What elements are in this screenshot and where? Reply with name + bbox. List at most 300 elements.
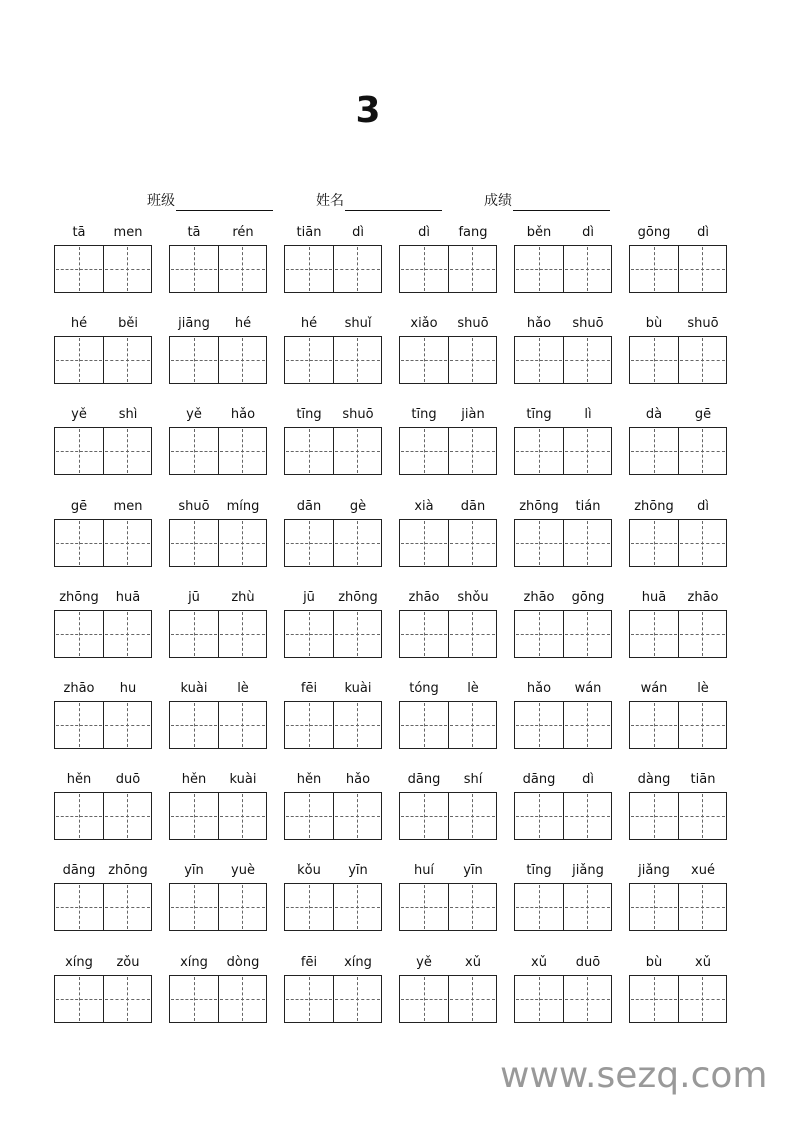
writing-box[interactable] — [170, 793, 218, 839]
vertical-guide-line — [79, 247, 80, 291]
pinyin-syllable: kǒu — [297, 863, 321, 879]
vertical-guide-line — [79, 612, 80, 656]
pinyin-syllable: shí — [463, 772, 483, 788]
pinyin-syllable: xíng — [344, 954, 372, 970]
pinyin-syllable: gē — [70, 498, 88, 514]
pinyin-syllable: yīn — [348, 863, 368, 879]
class-blank-line[interactable] — [176, 194, 273, 211]
vertical-guide-line — [194, 703, 195, 747]
writing-box[interactable] — [400, 702, 448, 748]
writing-box[interactable] — [630, 337, 678, 383]
writing-box[interactable] — [448, 793, 496, 839]
writing-box[interactable] — [285, 702, 333, 748]
writing-box[interactable] — [285, 611, 333, 657]
writing-box[interactable] — [55, 793, 103, 839]
writing-box[interactable] — [563, 702, 611, 748]
word-cell — [284, 588, 399, 679]
pinyin-syllable: fēi — [300, 954, 318, 970]
writing-box[interactable] — [515, 520, 563, 566]
pinyin-syllable: dì — [697, 225, 709, 240]
vertical-guide-line — [242, 977, 243, 1021]
writing-box[interactable] — [448, 884, 496, 930]
writing-box[interactable] — [103, 520, 151, 566]
writing-box[interactable] — [448, 246, 496, 292]
word-row — [54, 953, 744, 1044]
vertical-guide-line — [127, 977, 128, 1021]
word-cell — [169, 314, 284, 405]
writing-box[interactable] — [55, 611, 103, 657]
tianzige-pair — [629, 610, 727, 658]
pinyin-syllable: běi — [118, 316, 138, 332]
word-cell — [284, 314, 399, 405]
vertical-guide-line — [242, 338, 243, 382]
tianzige-pair — [54, 792, 152, 840]
tianzige-pair — [54, 245, 152, 293]
vertical-guide-line — [472, 703, 473, 747]
pinyin-syllable: wán — [574, 680, 602, 696]
pinyin-syllable: hu — [119, 680, 137, 696]
vertical-guide-line — [702, 977, 703, 1021]
word-cell — [514, 223, 629, 314]
writing-box[interactable] — [333, 337, 381, 383]
pinyin-syllable: hǎo — [345, 772, 371, 788]
vertical-guide-line — [79, 703, 80, 747]
vertical-guide-line — [194, 612, 195, 656]
word-row — [54, 588, 744, 679]
vertical-guide-line — [472, 885, 473, 929]
tianzige-pair — [629, 975, 727, 1023]
word-cell — [514, 405, 629, 496]
word-cell — [399, 770, 514, 861]
writing-box[interactable] — [218, 428, 266, 474]
writing-box[interactable] — [170, 611, 218, 657]
writing-box[interactable] — [333, 611, 381, 657]
tianzige-pair — [629, 883, 727, 931]
word-cell — [169, 223, 284, 314]
word-cell — [284, 497, 399, 588]
writing-box[interactable] — [103, 611, 151, 657]
writing-box[interactable] — [170, 976, 218, 1022]
pinyin-syllable: shuō — [572, 316, 604, 332]
writing-box[interactable] — [400, 976, 448, 1022]
writing-box[interactable] — [630, 793, 678, 839]
pinyin-syllable: gōng — [637, 225, 671, 240]
vertical-guide-line — [242, 429, 243, 473]
vertical-guide-line — [194, 794, 195, 838]
pinyin-syllable: dì — [352, 225, 364, 240]
vertical-guide-line — [587, 429, 588, 473]
writing-box[interactable] — [630, 976, 678, 1022]
writing-box[interactable] — [55, 246, 103, 292]
word-cell — [54, 314, 169, 405]
writing-box[interactable] — [563, 611, 611, 657]
writing-box[interactable] — [678, 793, 726, 839]
vertical-guide-line — [654, 794, 655, 838]
score-blank-line[interactable] — [513, 194, 610, 211]
writing-box[interactable] — [218, 337, 266, 383]
vertical-guide-line — [357, 794, 358, 838]
writing-box[interactable] — [630, 428, 678, 474]
writing-box[interactable] — [55, 884, 103, 930]
word-cell — [629, 588, 744, 679]
pinyin-syllable: zhāo — [63, 680, 95, 696]
writing-box[interactable] — [55, 702, 103, 748]
vertical-guide-line — [587, 885, 588, 929]
writing-box[interactable] — [55, 976, 103, 1022]
writing-box[interactable] — [103, 337, 151, 383]
tianzige-pair — [284, 519, 382, 567]
vertical-guide-line — [242, 521, 243, 565]
vertical-guide-line — [654, 885, 655, 929]
pinyin-syllable: hé — [300, 316, 318, 332]
vertical-guide-line — [539, 429, 540, 473]
writing-box[interactable] — [563, 793, 611, 839]
vertical-guide-line — [702, 703, 703, 747]
vertical-guide-line — [309, 338, 310, 382]
tianzige-pair — [169, 427, 267, 475]
writing-box[interactable] — [448, 976, 496, 1022]
writing-box[interactable] — [563, 246, 611, 292]
pinyin-syllable: xǔ — [531, 954, 547, 970]
writing-box[interactable] — [515, 337, 563, 383]
pinyin-syllable: hé — [234, 316, 252, 332]
vertical-guide-line — [539, 247, 540, 291]
pinyin-syllable: hěn — [181, 772, 207, 788]
tianzige-pair — [629, 792, 727, 840]
tianzige-pair — [54, 701, 152, 749]
writing-box[interactable] — [563, 976, 611, 1022]
tianzige-pair — [399, 245, 497, 293]
vertical-guide-line — [587, 338, 588, 382]
writing-box[interactable] — [218, 976, 266, 1022]
word-cell — [399, 953, 514, 1044]
tianzige-pair — [284, 610, 382, 658]
writing-box[interactable] — [630, 611, 678, 657]
writing-box[interactable] — [55, 428, 103, 474]
vertical-guide-line — [587, 521, 588, 565]
pinyin-syllable: men — [113, 498, 143, 514]
writing-box[interactable] — [285, 884, 333, 930]
writing-box[interactable] — [678, 702, 726, 748]
writing-box[interactable] — [678, 337, 726, 383]
pinyin-syllable: hǎo — [526, 680, 552, 696]
vertical-guide-line — [654, 977, 655, 1021]
vertical-guide-line — [539, 612, 540, 656]
pinyin-syllable: dāng — [62, 863, 96, 879]
writing-box[interactable] — [515, 884, 563, 930]
writing-box[interactable] — [448, 702, 496, 748]
word-cell — [54, 405, 169, 496]
writing-box[interactable] — [285, 793, 333, 839]
score-field — [484, 191, 610, 211]
vertical-guide-line — [242, 794, 243, 838]
vertical-guide-line — [472, 521, 473, 565]
tianzige-pair — [514, 245, 612, 293]
vertical-guide-line — [702, 794, 703, 838]
writing-box[interactable] — [218, 520, 266, 566]
pinyin-syllable: tīng — [526, 407, 552, 423]
pinyin-syllable: yě — [186, 407, 202, 423]
writing-box[interactable] — [515, 246, 563, 292]
vertical-guide-line — [309, 703, 310, 747]
vertical-guide-line — [127, 247, 128, 291]
writing-box[interactable] — [630, 246, 678, 292]
vertical-guide-line — [587, 703, 588, 747]
writing-box[interactable] — [678, 246, 726, 292]
writing-box[interactable] — [563, 337, 611, 383]
writing-box[interactable] — [678, 976, 726, 1022]
vertical-guide-line — [424, 703, 425, 747]
vertical-guide-line — [424, 612, 425, 656]
vertical-guide-line — [702, 338, 703, 382]
writing-box[interactable] — [678, 884, 726, 930]
tianzige-pair — [284, 336, 382, 384]
word-cell — [169, 497, 284, 588]
vertical-guide-line — [539, 703, 540, 747]
tianzige-pair — [514, 610, 612, 658]
word-cell — [514, 497, 629, 588]
writing-box[interactable] — [630, 702, 678, 748]
pinyin-syllable: xiǎo — [410, 316, 438, 332]
pinyin-syllable: shuō — [178, 498, 210, 514]
writing-box[interactable] — [285, 428, 333, 474]
vertical-guide-line — [424, 247, 425, 291]
tianzige-pair — [169, 975, 267, 1023]
pinyin-syllable: tián — [575, 498, 601, 514]
writing-box[interactable] — [333, 428, 381, 474]
writing-box[interactable] — [170, 246, 218, 292]
writing-box[interactable] — [448, 337, 496, 383]
writing-box[interactable] — [630, 884, 678, 930]
pinyin-syllable: hé — [70, 316, 88, 332]
vertical-guide-line — [194, 247, 195, 291]
vertical-guide-line — [79, 977, 80, 1021]
vertical-guide-line — [357, 338, 358, 382]
tianzige-pair — [399, 883, 497, 931]
page-number: 3 — [355, 90, 381, 131]
writing-box[interactable] — [170, 428, 218, 474]
word-cell — [514, 953, 629, 1044]
vertical-guide-line — [127, 703, 128, 747]
vertical-guide-line — [472, 429, 473, 473]
writing-box[interactable] — [218, 611, 266, 657]
writing-box[interactable] — [448, 520, 496, 566]
pinyin-syllable: duō — [115, 772, 141, 788]
vertical-guide-line — [127, 521, 128, 565]
word-cell — [284, 770, 399, 861]
writing-box[interactable] — [400, 884, 448, 930]
writing-box[interactable] — [400, 520, 448, 566]
tianzige-pair — [514, 519, 612, 567]
pinyin-syllable: wán — [640, 680, 668, 696]
pinyin-syllable: zhōng — [338, 589, 378, 605]
writing-box[interactable] — [285, 976, 333, 1022]
writing-box[interactable] — [630, 520, 678, 566]
word-cell — [284, 405, 399, 496]
word-cell — [54, 953, 169, 1044]
vertical-guide-line — [127, 429, 128, 473]
writing-box[interactable] — [515, 702, 563, 748]
vertical-guide-line — [127, 612, 128, 656]
pinyin-syllable: yě — [416, 954, 432, 970]
pinyin-syllable: zhù — [231, 589, 255, 605]
writing-box[interactable] — [103, 246, 151, 292]
writing-box[interactable] — [103, 793, 151, 839]
pinyin-syllable: yuè — [231, 863, 255, 879]
tianzige-pair — [54, 610, 152, 658]
tianzige-pair — [54, 519, 152, 567]
writing-box[interactable] — [333, 520, 381, 566]
writing-box[interactable] — [103, 702, 151, 748]
writing-box[interactable] — [333, 884, 381, 930]
pinyin-syllable: tā — [72, 225, 86, 240]
writing-box[interactable] — [218, 884, 266, 930]
word-cell — [399, 588, 514, 679]
pinyin-syllable: gōng — [571, 589, 605, 605]
pinyin-syllable: yīn — [463, 863, 483, 879]
word-cell — [169, 588, 284, 679]
pinyin-syllable: lè — [467, 680, 479, 696]
pinyin-syllable: shuō — [687, 316, 719, 332]
word-cell — [399, 314, 514, 405]
word-cell — [284, 679, 399, 770]
vertical-guide-line — [424, 338, 425, 382]
vertical-guide-line — [194, 429, 195, 473]
word-cell — [514, 314, 629, 405]
writing-box[interactable] — [170, 337, 218, 383]
vertical-guide-line — [127, 885, 128, 929]
writing-box[interactable] — [448, 611, 496, 657]
vertical-guide-line — [587, 612, 588, 656]
writing-box[interactable] — [515, 428, 563, 474]
tianzige-pair — [284, 701, 382, 749]
writing-box[interactable] — [400, 246, 448, 292]
vertical-guide-line — [424, 794, 425, 838]
writing-box[interactable] — [400, 611, 448, 657]
score-label: 成绩 — [484, 193, 512, 209]
word-cell — [54, 770, 169, 861]
pinyin-syllable: xué — [691, 863, 715, 879]
writing-box[interactable] — [448, 428, 496, 474]
tianzige-pair — [54, 336, 152, 384]
writing-box[interactable] — [170, 702, 218, 748]
writing-box[interactable] — [285, 337, 333, 383]
pinyin-syllable: dāng — [407, 772, 441, 788]
word-row — [54, 497, 744, 588]
writing-box[interactable] — [170, 520, 218, 566]
writing-box[interactable] — [678, 428, 726, 474]
tianzige-pair — [399, 792, 497, 840]
writing-box[interactable] — [400, 337, 448, 383]
pinyin-syllable: tīng — [526, 863, 552, 879]
writing-box[interactable] — [515, 611, 563, 657]
writing-box[interactable] — [563, 428, 611, 474]
writing-box[interactable] — [333, 246, 381, 292]
pinyin-syllable: zhōng — [519, 498, 559, 514]
writing-box[interactable] — [218, 246, 266, 292]
word-row — [54, 679, 744, 770]
name-blank-line[interactable] — [345, 194, 442, 211]
writing-box[interactable] — [170, 884, 218, 930]
word-cell — [514, 861, 629, 952]
writing-box[interactable] — [333, 702, 381, 748]
name-field — [316, 191, 442, 211]
word-cell — [284, 953, 399, 1044]
writing-box[interactable] — [515, 793, 563, 839]
word-cell — [629, 223, 744, 314]
vertical-guide-line — [702, 429, 703, 473]
writing-box[interactable] — [55, 520, 103, 566]
pinyin-syllable: tiān — [690, 772, 716, 788]
tianzige-pair — [284, 975, 382, 1023]
pinyin-syllable: lè — [237, 680, 249, 696]
writing-box[interactable] — [218, 793, 266, 839]
writing-box[interactable] — [678, 611, 726, 657]
vertical-guide-line — [424, 977, 425, 1021]
vertical-guide-line — [587, 794, 588, 838]
pinyin-syllable: kuài — [180, 680, 208, 696]
writing-box[interactable] — [333, 793, 381, 839]
vertical-guide-line — [309, 794, 310, 838]
pinyin-syllable: kuài — [229, 772, 257, 788]
writing-box[interactable] — [400, 428, 448, 474]
tianzige-pair — [54, 883, 152, 931]
vertical-guide-line — [242, 247, 243, 291]
tianzige-pair — [54, 975, 152, 1023]
vertical-guide-line — [194, 977, 195, 1021]
pinyin-syllable: huí — [413, 863, 435, 879]
vertical-guide-line — [242, 885, 243, 929]
tianzige-pair — [514, 336, 612, 384]
word-cell — [169, 405, 284, 496]
writing-box[interactable] — [218, 702, 266, 748]
pinyin-syllable: shuǐ — [344, 316, 372, 332]
pinyin-syllable: duō — [575, 954, 601, 970]
writing-box[interactable] — [563, 520, 611, 566]
writing-box[interactable] — [103, 428, 151, 474]
pinyin-syllable: hǎo — [230, 407, 256, 423]
writing-box[interactable] — [103, 976, 151, 1022]
vertical-guide-line — [357, 612, 358, 656]
word-cell — [629, 953, 744, 1044]
vertical-guide-line — [654, 429, 655, 473]
pinyin-syllable: gē — [694, 407, 712, 423]
practice-grid — [54, 223, 744, 1044]
word-cell — [399, 679, 514, 770]
writing-box[interactable] — [103, 884, 151, 930]
pinyin-syllable: men — [113, 225, 143, 240]
tianzige-pair — [284, 427, 382, 475]
pinyin-syllable: jū — [188, 589, 200, 605]
writing-box[interactable] — [678, 520, 726, 566]
vertical-guide-line — [472, 612, 473, 656]
writing-box[interactable] — [563, 884, 611, 930]
writing-box[interactable] — [55, 337, 103, 383]
writing-box[interactable] — [333, 976, 381, 1022]
vertical-guide-line — [242, 703, 243, 747]
pinyin-syllable: dòng — [226, 954, 260, 970]
pinyin-syllable: xià — [414, 498, 434, 514]
writing-box[interactable] — [400, 793, 448, 839]
tianzige-pair — [399, 975, 497, 1023]
pinyin-syllable: shuō — [457, 316, 489, 332]
writing-box[interactable] — [515, 976, 563, 1022]
writing-box[interactable] — [285, 520, 333, 566]
pinyin-syllable: zǒu — [116, 954, 140, 970]
vertical-guide-line — [654, 247, 655, 291]
vertical-guide-line — [472, 247, 473, 291]
writing-box[interactable] — [285, 246, 333, 292]
